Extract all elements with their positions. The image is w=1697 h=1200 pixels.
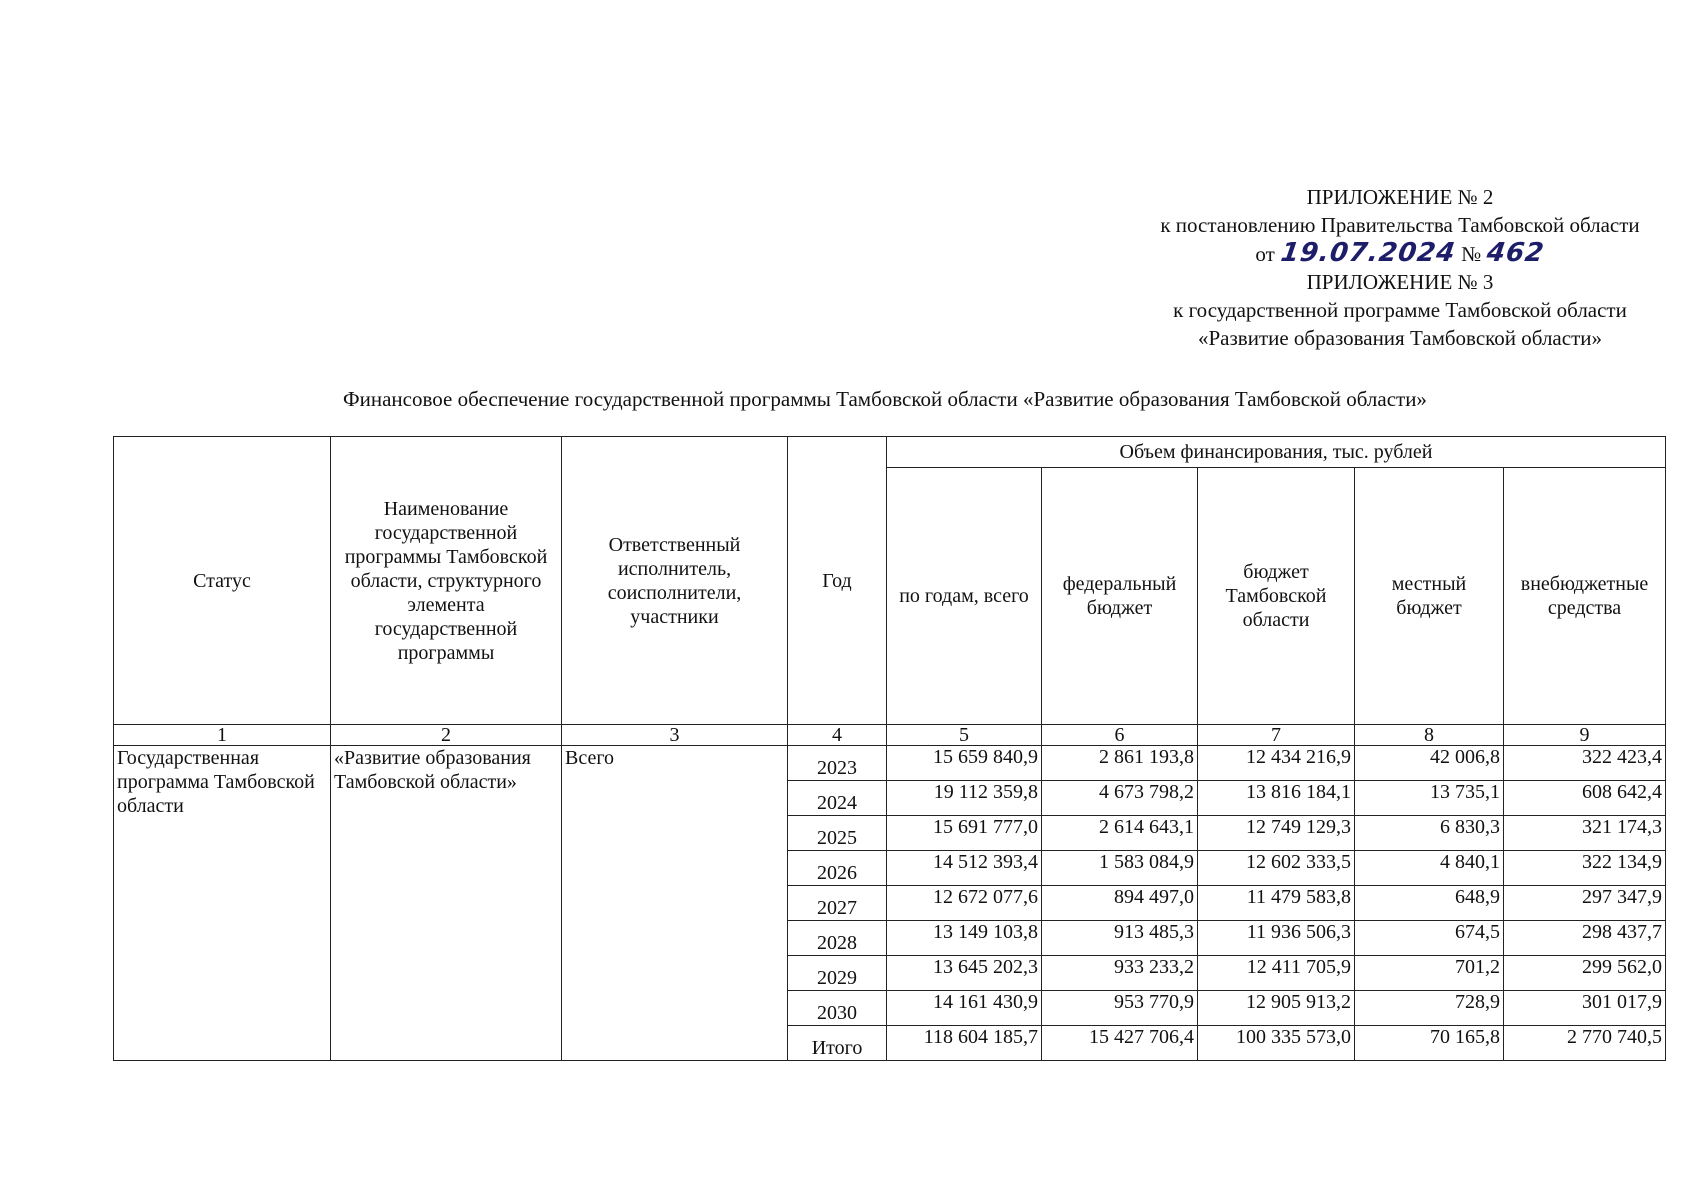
column-number: 1 — [114, 725, 331, 746]
funding-volume-header: Объем финансирования, тыс. рублей — [887, 437, 1666, 468]
financing-table — [113, 436, 1666, 1061]
year-cell: 2025 — [788, 816, 887, 851]
appendix-header — [1120, 183, 1680, 352]
federal-cell: 933 233,2 — [1042, 956, 1198, 991]
federal-cell: 1 583 084,9 — [1042, 851, 1198, 886]
program-name-header: Наименование государственной программы Тамбовской области, структурного элемента государственной программы — [331, 437, 562, 725]
year-header: Год — [788, 437, 887, 725]
program-name-cell: «Развитие образования Тамбовской области» — [331, 746, 562, 1061]
regional-cell: 13 816 184,1 — [1198, 781, 1355, 816]
regional-cell: 12 411 705,9 — [1198, 956, 1355, 991]
responsible-header: Ответственный исполнитель, соисполнители, участники — [562, 437, 788, 725]
header-row-top — [114, 437, 1666, 468]
local-cell: 648,9 — [1355, 886, 1504, 921]
year-cell: 2024 — [788, 781, 887, 816]
local-cell: 6 830,3 — [1355, 816, 1504, 851]
column-number: 6 — [1042, 725, 1198, 746]
column-number: 8 — [1355, 725, 1504, 746]
handwritten-date: 19.07.2024 — [1278, 238, 1458, 268]
extra-budget-cell: 321 174,3 — [1504, 816, 1666, 851]
federal-cell: 4 673 798,2 — [1042, 781, 1198, 816]
local-cell: 13 735,1 — [1355, 781, 1504, 816]
year-cell: 2023 — [788, 746, 887, 781]
local-cell: 674,5 — [1355, 921, 1504, 956]
column-number: 7 — [1198, 725, 1355, 746]
local-cell: 42 006,8 — [1355, 746, 1504, 781]
decree-reference: к постановлению Правительства Тамбовской области — [1160, 213, 1640, 237]
regional-cell: 12 905 913,2 — [1198, 991, 1355, 1026]
total-cell: 15 691 777,0 — [887, 816, 1042, 851]
federal-header: федеральный бюджет — [1042, 468, 1198, 725]
column-number: 3 — [562, 725, 788, 746]
number-label: № — [1461, 242, 1482, 266]
total-header: по годам, всего — [887, 468, 1042, 725]
total-cell: 19 112 359,8 — [887, 781, 1042, 816]
column-number: 2 — [331, 725, 562, 746]
federal-cell: 2 614 643,1 — [1042, 816, 1198, 851]
extra-budget-cell: 2 770 740,5 — [1504, 1026, 1666, 1061]
status-cell: Государственная программа Тамбовской области — [114, 746, 331, 1061]
year-cell: 2028 — [788, 921, 887, 956]
responsible-cell: Всего — [562, 746, 788, 1061]
year-cell: 2030 — [788, 991, 887, 1026]
table-row — [114, 746, 1666, 781]
extra-budget-cell: 322 423,4 — [1504, 746, 1666, 781]
regional-cell: 12 602 333,5 — [1198, 851, 1355, 886]
extra-budget-cell: 301 017,9 — [1504, 991, 1666, 1026]
status-header: Статус — [114, 437, 331, 725]
program-reference: к государственной программе Тамбовской области — [1173, 298, 1627, 322]
extra-budget-cell: 322 134,9 — [1504, 851, 1666, 886]
federal-cell: 953 770,9 — [1042, 991, 1198, 1026]
appendix-2-label: ПРИЛОЖЕНИЕ № 2 — [1306, 185, 1494, 209]
total-cell: 14 512 393,4 — [887, 851, 1042, 886]
local-cell: 728,9 — [1355, 991, 1504, 1026]
total-cell: 14 161 430,9 — [887, 991, 1042, 1026]
total-cell: 15 659 840,9 — [887, 746, 1042, 781]
extra-budget-header: внебюджетные средства — [1504, 468, 1666, 725]
local-cell: 70 165,8 — [1355, 1026, 1504, 1061]
total-cell: 13 149 103,8 — [887, 921, 1042, 956]
column-number-row — [114, 725, 1666, 746]
document-title: Финансовое обеспечение государственной программы Тамбовской области «Развитие образования Тамбовской области» — [343, 387, 1427, 411]
regional-cell: 12 434 216,9 — [1198, 746, 1355, 781]
regional-header: бюджет Тамбовской области — [1198, 468, 1355, 725]
extra-budget-cell: 298 437,7 — [1504, 921, 1666, 956]
year-cell: Итого — [788, 1026, 887, 1061]
federal-cell: 913 485,3 — [1042, 921, 1198, 956]
federal-cell: 2 861 193,8 — [1042, 746, 1198, 781]
extra-budget-cell: 608 642,4 — [1504, 781, 1666, 816]
regional-cell: 11 479 583,8 — [1198, 886, 1355, 921]
from-label: от — [1255, 242, 1275, 266]
handwritten-number: 462 — [1485, 238, 1547, 268]
program-name-quote: «Развитие образования Тамбовской области» — [1198, 326, 1602, 350]
decree-date-line — [1120, 239, 1680, 268]
total-cell: 12 672 077,6 — [887, 886, 1042, 921]
local-cell: 701,2 — [1355, 956, 1504, 991]
year-cell: 2029 — [788, 956, 887, 991]
year-cell: 2027 — [788, 886, 887, 921]
federal-cell: 894 497,0 — [1042, 886, 1198, 921]
year-cell: 2026 — [788, 851, 887, 886]
column-number: 4 — [788, 725, 887, 746]
federal-cell: 15 427 706,4 — [1042, 1026, 1198, 1061]
regional-cell: 100 335 573,0 — [1198, 1026, 1355, 1061]
column-number: 9 — [1504, 725, 1666, 746]
extra-budget-cell: 297 347,9 — [1504, 886, 1666, 921]
regional-cell: 11 936 506,3 — [1198, 921, 1355, 956]
local-cell: 4 840,1 — [1355, 851, 1504, 886]
appendix-3-label: ПРИЛОЖЕНИЕ № 3 — [1306, 270, 1494, 294]
local-header: местный бюджет — [1355, 468, 1504, 725]
regional-cell: 12 749 129,3 — [1198, 816, 1355, 851]
extra-budget-cell: 299 562,0 — [1504, 956, 1666, 991]
total-cell: 118 604 185,7 — [887, 1026, 1042, 1061]
column-number: 5 — [887, 725, 1042, 746]
total-cell: 13 645 202,3 — [887, 956, 1042, 991]
